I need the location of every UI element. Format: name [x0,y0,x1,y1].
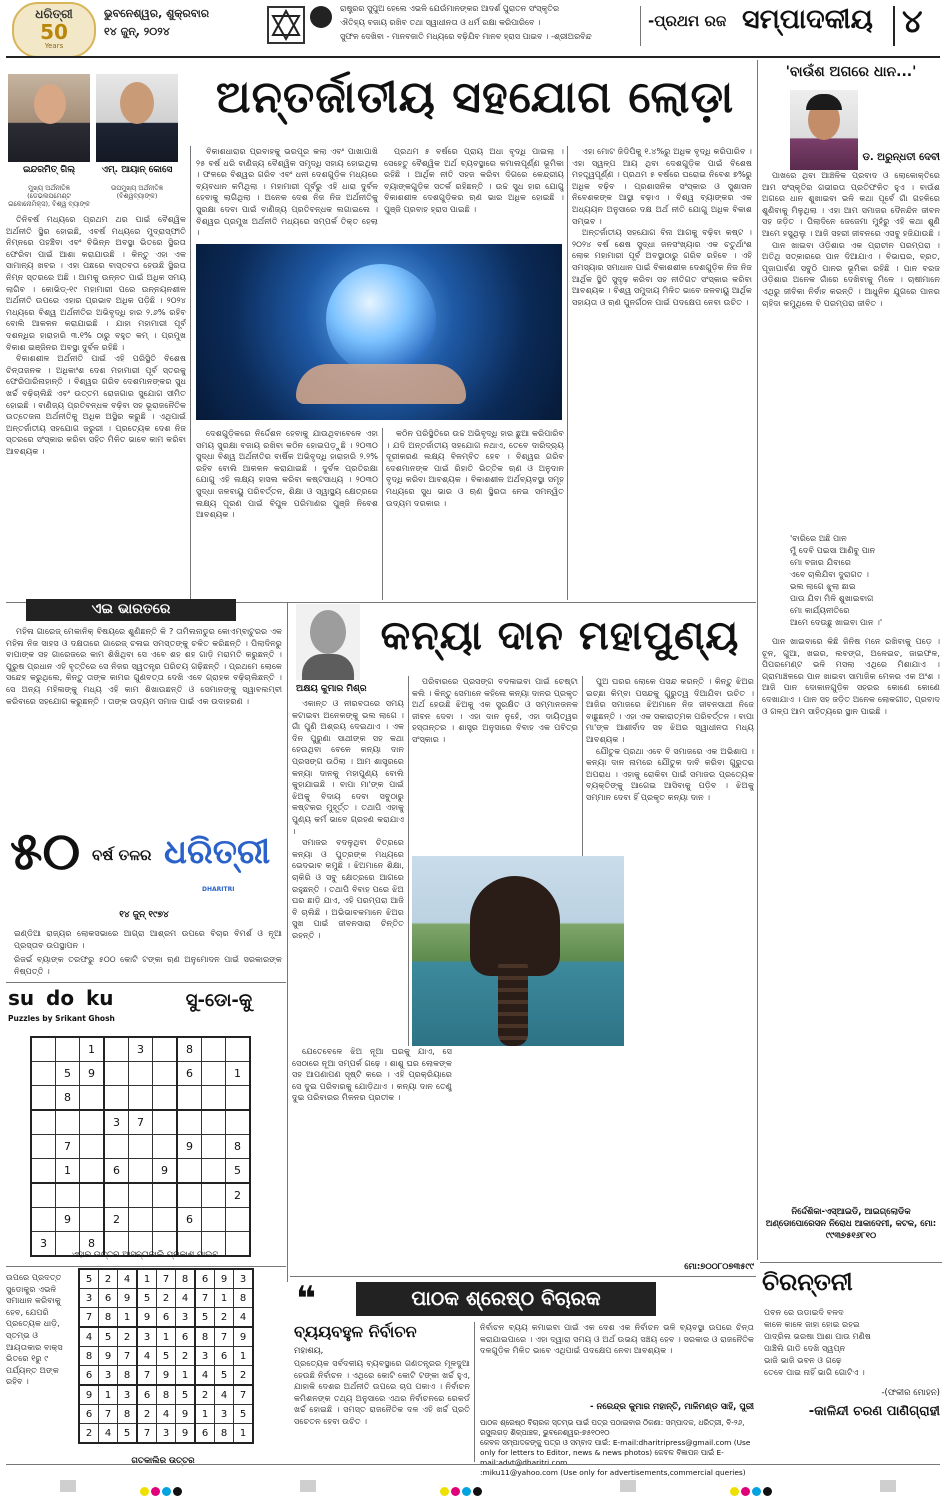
sudoku-cell [80,1110,105,1135]
sudoku-cell: 1 [99,1385,118,1405]
section-title: ସମ୍ପାଦକୀୟ [742,4,873,35]
sudoku-cell: 4 [157,1405,176,1424]
lead-col2-text-bottom [196,428,378,598]
sudoku-row [79,1347,253,1366]
sudoku-cell: 9 [80,1062,105,1086]
sudoku-cell: 3 [157,1424,176,1444]
sudoku-footer: ଏହାର ଉତ୍ତର ଆସନ୍ତାକାଲି ପ୍ରକାଶ ପାଇବ [71,1250,219,1260]
footer-color-marks-2 [440,1481,484,1500]
sudoku-cell: 5 [79,1269,99,1289]
sudoku-title-odia: ସୁ-ଡୋ-କୁ [185,990,253,1011]
pathaka-contact-box [480,1418,754,1477]
globe-hand-image [196,244,562,420]
sudoku-table [30,1036,251,1257]
sudoku-cell: 9 [177,1135,202,1159]
sudoku-cell: 5 [234,1405,254,1424]
sudoku-cell: 9 [118,1289,138,1308]
sudoku-cell: 1 [226,1062,251,1086]
lead-col1-text [6,214,186,598]
sudoku-cell: 1 [176,1366,196,1386]
sudoku-cell: 4 [176,1289,196,1308]
sidebar-p3: ପାନ ଖାଇବାରେ କିଛି ଜିନିଷ ମନେ ରଖିବାକୁ ପଡ଼େ । ଚୂନ, ଗୁଆ, ଖଇର, ଲବଙ୍ଗ, ଅଳେଇଚ, ଜାଇଫଳ, ପିପରମେଣ୍ଟ ଭଳି ମସଲା ଏଥିରେ ମିଶାଯାଏ । ଗ୍ରାମାଞ୍ଚଳରେ ପାନ ଖାଇବା ସାମାଜିକ ମେଳର ଏକ ଅଂଶ । ଆଜି ପାନ ଦୋକାନଗୁଡ଼ିକ ସହରର କୋଣେ କୋଣେ ଦେଖାଯାଏ । ପାନ ସହ ଜଡ଼ିତ ଅନେକ ଲୋକଗୀତ, ପ୍ରବାଦ ଓ ଗଳ୍ପ ଆମ ସାହିତ୍ୟରେ ସ୍ଥାନ ପାଇଛି । [762,636,940,716]
sudoku-cell: 5 [195,1308,215,1328]
sudoku-row [79,1308,253,1328]
sidebar-text-2 [762,636,940,1202]
kanya-col2-p1: ପରିବାରରେ ପ୍ରସଙ୍ଗ ବଦଳାଇବା ପାଇଁ ଚେଷ୍ଟା କଲି । କିନ୍ତୁ ସେମାନେ କହିଲେ କନ୍ୟା ଦାନର ପ୍ରକୃତ ଅର୍ଥ ହେଉଛି ଝିଅକୁ ଏକ ସୁରକ୍ଷିତ ଓ ସମ୍ମାନଜନକ ଜୀବନ ଦେବା । ଏହା ଦାନ ନୁହେଁ, ଏହା ଦାୟିତ୍ୱର ହସ୍ତାନ୍ତର । ଶାସ୍ତ୍ର ଅନୁସାରେ ବିବାହ ଏକ ପବିତ୍ର ସଂସ୍କାର । [412,676,578,744]
sudoku-cell [226,1037,251,1062]
sudoku-cell [153,1086,178,1111]
logo-years-label: Years [44,42,64,50]
sudoku-cell [80,1208,105,1232]
sudoku-title-do: do [46,986,75,1010]
edition-label: -ପ୍ରଥମ ରଜ [648,12,727,30]
sudoku-cell: 2 [234,1366,254,1386]
sudoku-cell: 2 [157,1289,176,1308]
sudoku-cell: 7 [195,1289,215,1308]
sudoku-cell: 8 [99,1308,118,1328]
sudoku-cell [129,1183,153,1208]
pathaka-signature: - ନରେନ୍ଦ୍ର କୁମାର ମହାନ୍ତି, ମାଳିମଣ୍ଡ ସାହି, ପୁରୀ [590,1402,754,1412]
author2-photo [96,74,178,162]
sudoku-cell [31,1062,56,1086]
sudoku-cell [153,1135,178,1159]
sudoku-cell: 3 [215,1405,234,1424]
sudoku-cell: 2 [176,1347,196,1366]
sudoku-answer-grid [78,1268,254,1444]
sudoku-answer-intro: ଉପରେ ପ୍ରଦତ୍ତ ସୁଡୋକୁର ଏଭଳି ସମାଧାନ କରିବାକୁ ହେବ, ଯେପରି ପ୍ରତ୍ୟେକ ଧାଡ଼ି, ସ୍ତମ୍ଭ ଓ ଆୟତାକାର ବାକ୍ସ ଭିତରେ ୧ରୁ ୯ ପର୍ଯ୍ୟନ୍ତ ଅଙ୍କ ରହିବ । [6,1272,63,1387]
sudoku-row [31,1110,250,1135]
sudoku-cell [226,1110,251,1135]
sudoku-cell: 1 [80,1037,105,1062]
kanya-signature: ମୋ:୭୦୦୮୦୭୩୫୯୯ [684,1262,754,1272]
kanya-col2-p2: ଯେତେବେଳେ ଝିଅ ନୂଆ ଘରକୁ ଯାଏ, ସେ ସେଠାରେ ନୂଆ ସମ୍ପର୍କ ଗଢ଼େ । ଶାଶୁ ଘର ଲୋକଙ୍କ ସହ ଆପଣାପଣ ସୃଷ୍ଟି କରେ । ଏହି ପ୍ରକ୍ରିୟାରେ ସେ ଦୁଇ ପରିବାରକୁ ଯୋଡ଼ିଥାଏ । କନ୍ୟା ଦାନ ତେଣୁ ଦୁଇ ପରିବାରର ମିଳନର ପ୍ରତୀକ । [292,1046,452,1103]
lead-col3-p2: କଠିନ ପରିସ୍ଥିତିରେ ଉଚ୍ଚ ଅଭିବୃଦ୍ଧି ହାର ଛୁଆ କରିପାରିବ । ଯଦି ଅନ୍ତର୍ଜାତୀୟ ସହଯୋଗ ନଥାଏ, ତେବେ ଦାରିଦ୍ର୍ୟ ଦୂରୀକରଣ ଲକ୍ଷ୍ୟ ବିଳମ୍ବିତ ହେବ । ବିଶ୍ୱର ଗରିବ ଦେଶମାନଙ୍କ ପାଇଁ ରିହାତି ଭିତ୍ତିକ ଋଣ ଓ ଅନୁଦାନ ବୃଦ୍ଧି କରିବା ଆବଶ୍ୟକ । ବିକାଶଶୀଳ ଅର୍ଥବ୍ୟବସ୍ଥା ସମୂହ ମଧ୍ୟରେ ସୁଧ ଭାର ଓ ଋଣ ସ୍ଥିରତା ନେଇ ସମନ୍ୱିତ ଉଦ୍ୟମ ଦରକାର । [386,428,564,508]
sudoku-cell [104,1037,129,1062]
sudoku-row [79,1289,253,1308]
sudoku-cell: 8 [226,1135,251,1159]
sudoku-cell: 9 [79,1385,99,1405]
sudoku-cell: 8 [195,1327,215,1347]
sudoku-cell: 4 [234,1308,254,1328]
sudoku-cell: 8 [79,1347,99,1366]
sidebar-text [762,170,940,530]
sudoku-cell [153,1110,178,1135]
sudoku-cell: 8 [176,1269,196,1289]
sudoku-cell: 6 [195,1269,215,1289]
lead-col2-text-top [196,146,378,240]
sudoku-cell: 1 [157,1327,176,1347]
girl-braid-image [412,856,624,1046]
sudoku-cell: 8 [215,1424,234,1444]
author1-photo [8,74,90,162]
bharat-text [6,626,282,800]
author2-name: ଏମ୍. ଆୟାନ୍ କୋସେ [101,165,173,175]
sudoku-cell: 3 [118,1385,138,1405]
lead-col2-p2: ଦେଶଗୁଡ଼ିକରେ ନିର୍ଦ୍ଦେଶନ ହେବାକୁ ଯାଉଥିବାବେଳେ ଏହା ସମୟ ସୁରକ୍ଷା ବଜାୟ ରଖିବା କଠିନ ହୋଇପଡ଼ୁଛି । ୨୦୩୦ ସୁଦ୍ଧା ବିଶ୍ୱ ଅର୍ଥନୀତିର ବାର୍ଷିକ ଅଭିବୃଦ୍ଧି ହାରାହାରି ୨.୨% ରହିବ ବୋଲି ଆକଳନ କରାଯାଇଛି । ଦୁର୍ବଳ ପ୍ରତିରକ୍ଷା ଯୋଗୁ ଏହି ଲକ୍ଷ୍ୟ ହାସଲ କରିବା କଷ୍ଟସାଧ୍ୟ । ୨୦୩୦ ସୁଦ୍ଧା ଜଳବାୟୁ ପରିବର୍ତ୍ତନ, ଶିକ୍ଷା ଓ ସ୍ୱାସ୍ଥ୍ୟ କ୍ଷେତ୍ରରେ ଲକ୍ଷ୍ୟ ପୂରଣ ପାଇଁ ବିପୁଳ ପରିମାଣର ପୁଞ୍ଜି ନିବେଶ ଆବଶ୍ୟକ । [196,428,378,520]
sudoku-cell: 1 [234,1347,254,1366]
sudoku-cell: 1 [137,1269,157,1289]
kanya-col3-p1: ପୁଅ ଘରର ଲୋକେ ପସନ୍ଦ କରନ୍ତି । କିନ୍ତୁ ଝିଅର ଇଚ୍ଛା କିମ୍ବା ପସନ୍ଦକୁ ଗୁରୁତ୍ୱ ଦିଆଯିବା ଉଚିତ । ଆଜିର ସମାଜରେ ଝିଅମାନେ ନିଜ ଜୀବନସାଥୀ ନିଜେ ବାଛୁଛନ୍ତି । ଏହା ଏକ ସକାରାତ୍ମକ ପରିବର୍ତ୍ତନ । ବାପା ମା'ଙ୍କ ଆଶୀର୍ବାଦ ସହ ଝିଅର ସ୍ୱାଧୀନତା ମଧ୍ୟ ଆବଶ୍ୟକ । [586,676,754,744]
sudoku-cell [202,1183,226,1208]
sudoku-cell [80,1159,105,1184]
sudoku-cell: 3 [234,1269,254,1289]
sudoku-cell: 6 [137,1385,157,1405]
sudoku-cell [129,1062,153,1086]
page-number: ୪ [902,2,923,40]
sudoku-row [79,1385,253,1405]
quote-line-2: ଐତିହ୍ୟ ବଜାୟ ରଖିବ ତଥା ସ୍ୱାଧୀନତା ଓ ଧର୍ମ ରକ୍ଷା କରିପାରିବେ । [340,18,541,27]
sudoku-cell [202,1062,226,1086]
sudoku-cell: 2 [215,1308,234,1328]
sudoku-answer-table [78,1268,254,1444]
bharat-title: ଏଇ ଭାରତରେ [91,601,171,617]
sudoku-cell [129,1086,153,1111]
fifty-item-2: ରିଜର୍ଭ ବ୍ୟାଙ୍କ ତରଫରୁ ୫୦୦ କୋଟି ଟଙ୍କା ଋଣ ଅନୁମୋଦନ ପାଇଁ ସରକାରଙ୍କ ନିଷ୍ପତ୍ତି । [14,954,282,976]
sudoku-row [79,1269,253,1289]
lead-col3-text-top [384,146,564,240]
kanya-col3-p2: ଯୌତୁକ ପ୍ରଥା ଏବେ ବି ସମାଜରେ ଏକ ଅଭିଶାପ । କନ୍ୟା ଦାନ ନାମରେ ଯୌତୁକ ଦାବି କରିବା ଗୁରୁତର ଅପରାଧ । ଏହାକୁ ରୋକିବା ପାଇଁ ସମାଜର ପ୍ରତ୍ୟେକ ବ୍ୟକ୍ତିଙ୍କୁ ଆଗେଇ ଆସିବାକୁ ପଡ଼ିବ । ଝିଅକୁ ସମ୍ମାନ ଦେବା ହିଁ ପ୍ରକୃତ କନ୍ୟା ଦାନ । [586,745,754,802]
sudoku-cell: 3 [176,1308,196,1328]
sudoku-cell: 9 [234,1327,254,1347]
sudoku-cell: 6 [215,1347,234,1366]
bharat-header [26,599,236,621]
sudoku-answer-label: ଗତକାଲିର ଉତ୍ତର [131,1456,195,1466]
fifty-date: ୧୪ ଜୁନ୍ ୧୯୭୪ [119,910,169,920]
sudoku-cell: 3 [79,1289,99,1308]
sudoku-cell [56,1183,80,1208]
sudoku-row [31,1037,250,1062]
kanya-col1-text [292,698,404,1040]
sudoku-row [79,1327,253,1347]
sudoku-cell: 6 [157,1308,176,1328]
sudoku-header [6,986,284,1028]
author1-desc: ମୁଖ୍ୟ ଅର୍ଥନୀତିଜ୍ଞ (ଡେଭଲପମେଣ୍ଟ ଇକୋନୋମିକ୍ସ), ବିଶ୍ୱ ବ୍ୟାଙ୍କ [8,184,90,208]
sudoku-grid [30,1036,251,1257]
sudoku-cell: 6 [79,1366,99,1386]
sudoku-cell: 2 [226,1183,251,1208]
author2-desc: ଉପମୁଖ୍ୟ ଅର୍ଥନୀତିଜ୍ଞ (ବିଶ୍ୱବ୍ୟାଙ୍କ) [110,184,164,200]
lead-col4-p1: ଏହା ମୋଟ ଜିଡିପିକୁ ୧.୪%ରୁ ଅଧିକ ବୃଦ୍ଧି କରିପାରିବ । ଏହା ସ୍ୱଳ୍ପ ଆୟ ଥିବା ଦେଶଗୁଡ଼ିକ ପାଇଁ ବିଶେଷ ମହତ୍ତ୍ୱପୂର୍ଣ୍ଣ । ପ୍ରଥମ ୫ ବର୍ଷରେ ଘରୋଇ ନିବେଶ ୭%ରୁ ଅଧିକ ବଢ଼ିବ । ପ୍ରଶାସନିକ ସଂସ୍କାର ଓ ସୁଶାସନ ନିବେଶକଙ୍କ ଆସ୍ଥା ବଢ଼ାଏ । ବିଶ୍ୱ ବ୍ୟାଙ୍କର ଏକ ଅଧ୍ୟୟନ ଅନୁସାରେ ଦକ୍ଷ ଅର୍ଥ ନୀତି ଯୋଗୁ ଅଧିକ ବିକାଶ ସମ୍ଭବ । [572,146,752,226]
sudoku-cell: 6 [177,1062,202,1086]
footer-color-marks-1 [140,1481,184,1500]
sudoku-cell [177,1159,202,1184]
footer-bar-3 [620,1480,636,1492]
sudoku-cell: 2 [137,1405,157,1424]
sudoku-row [79,1424,253,1444]
sudoku-cell: 9 [176,1424,196,1444]
sudoku-cell [202,1135,226,1159]
sidebar-p1: ପାଖରେ ଥିବା ଆଞ୍ଚଳିକ ପ୍ରବାଦ ଓ ଲୋକୋକ୍ତିରେ ଆମ ସଂସ୍କୃତିର ଗଭୀରତା ପ୍ରତିଫଳିତ ହୁଏ । ବାଉଁଶ ଅଗରେ ଧାନ ଶୁଖାଇବା ଭଳି କଥା ପୂର୍ବେ ଗାଁ ଗହଳିରେ ଶୁଣିବାକୁ ମିଳୁଥିଲା । ଏହା ଆମ ସମାଜର ଦୈନନ୍ଦିନ ଜୀବନ ସହ ଜଡ଼ିତ । ପିଲାଦିନେ ଜେଜେମା ମୁହଁରୁ ଏହି କଥା ଶୁଣି ଆମେ ହସୁଥିଲୁ । ଆଜି ସହରୀ ଜୀବନରେ ଏସବୁ ହଜିଯାଉଛି । [762,170,940,238]
sudoku-cell [104,1086,129,1111]
sudoku-cell [153,1037,178,1062]
sudoku-cell: 5 [215,1366,234,1386]
sudoku-cell: 8 [118,1366,138,1386]
sudoku-cell [129,1208,153,1232]
sudoku-cell [153,1208,178,1232]
lead-headline: ଅନ୍ତର୍ଜାତୀୟ ସହଯୋଗ ଲୋଡ଼ା [215,72,735,123]
sudoku-cell: 9 [176,1405,196,1424]
chirantani-poem: ପବନ ରେ ଉଡାଇଦି ବଳଦ କାଳେ କାଳେ ଜାହା ହୋଇ ରହଇ ପାଦ୍ରିଲ ଭରଷା ଆଶା ପାଉ ମଣିଷ ପାଞ୍ଚିଲି ଗାଡି ଦେଖି ସ୍ୱପ୍ନ ଭାଜି ଭାଜି ଭବନ ଓ ଗଢ଼େ ତେବେ ପାଇ ନାହିଁ ଭାଗି ଗୋଟିଏ । [764,1307,871,1377]
lead-col4-text [572,146,752,598]
footer-bar-2 [300,1480,316,1492]
sudoku-cell [104,1135,129,1159]
fifty-brand-en: DHARITRI [202,886,235,893]
fifty-number: ୫୦ [10,822,81,882]
sudoku-cell: 4 [137,1347,157,1366]
lead-col1-p2: ବିକାଶଶୀଳ ଅର୍ଥନୀତି ପାଇଁ ଏହି ପରିସ୍ଥିତି ବିଶେଷ ଚିନ୍ତାଜନକ । ଅଧିକାଂଶ ଦେଶ ମହାମାରୀ ପୂର୍ବ ସ୍ତରକୁ ଫେରିପାରିନାହାନ୍ତି । ବିଶ୍ୱର ଗରିବ ଦେଶମାନଙ୍କର ସୁଧ ଖର୍ଚ୍ଚ ବଢ଼ିଚାଲିଛି ଏବଂ ଉତ୍ତମ ରୋଜଗାର ସୁଯୋଗ ସୀମିତ ହୋଇଛି । ବାଣିଜ୍ୟ ପ୍ରତିବନ୍ଧକ ବଢ଼ିବା ସହ ଭୂରାଜନୈତିକ ଉତ୍ତେଜନା ଅର୍ଥନୀତିକୁ ଅଧିକ ଅସ୍ଥିର କରୁଛି । ଏଥିପାଇଁ ଅନ୍ତର୍ଜାତୀୟ ସହଯୋଗ ଜରୁରୀ । ପ୍ରତ୍ୟେକ ଦେଶ ନିଜ ସ୍ତରରେ ସଂସ୍କାର କରିବା ସହିତ ମିଳିତ ଭାବେ କାମ କରିବା ଆବଶ୍ୟକ । [6,353,186,456]
quote-emblem-icon [310,6,332,28]
sudoku-cell [202,1037,226,1062]
pathaka-quote-icon: ❝ [296,1279,316,1319]
sudoku-cell [177,1183,202,1208]
sudoku-cell: 8 [56,1086,80,1111]
logo-years-number: 50 [40,20,68,44]
sidebar-title: 'ବାଉଁଶ ଅଗରେ ଧାନ...' [785,64,917,80]
sudoku-cell [104,1062,129,1086]
sudoku-cell [31,1037,56,1062]
dharitri-logo [12,2,96,58]
sudoku-cell [31,1208,56,1232]
sudoku-cell [31,1110,56,1135]
sudoku-cell [80,1135,105,1159]
sudoku-cell: 5 [226,1159,251,1184]
sudoku-cell [226,1086,251,1111]
sudoku-cell: 7 [79,1308,99,1328]
star-emblem-icon [267,6,305,44]
pathaka-contact-1: ପାଠକ ଶ୍ରେଷ୍ଠ ବିଚାରକ ସ୍ତମ୍ଭ ପାଇଁ ପତ୍ର ପଠାଇବାର ଠିକଣା: ସମ୍ପାଦକ, ଧରିତ୍ରୀ, ବି-୨୬, ରସୁଲଗଡ଼ ଶିଳ୍ପାଞ୍ଚଳ, ଭୁବନେଶ୍ୱର-୭୫୧୦୧୦ [480,1418,745,1437]
kanya-col2-text-top [412,676,578,854]
sudoku-cell: 5 [99,1327,118,1347]
sudoku-cell: 8 [177,1037,202,1062]
sudoku-row [31,1062,250,1086]
sudoku-cell [31,1159,56,1184]
sudoku-cell: 3 [104,1110,129,1135]
sudoku-cell: 7 [137,1366,157,1386]
sudoku-cell: 1 [56,1159,80,1184]
pathaka-contact-3: :miku11@yahoo.com (Use only for advertisements,commercial queries) [480,1468,746,1477]
sudoku-cell: 4 [215,1385,234,1405]
sudoku-cell: 6 [177,1208,202,1232]
sudoku-cell: 7 [234,1385,254,1405]
sudoku-cell: 9 [215,1269,234,1289]
sudoku-cell: 3 [137,1327,157,1347]
sudoku-title-su: su [8,986,35,1010]
sudoku-cell: 9 [137,1308,157,1328]
sudoku-cell: 4 [195,1366,215,1386]
sudoku-cell [202,1086,226,1111]
pathaka-body1: ପ୍ରତ୍ୟେକ ସର୍ବଦଳୀୟ ବ୍ୟବସ୍ଥାରେ ଗଣତନ୍ତ୍ରର ମୂଳଦୁଆ ହେଉଛି ନିର୍ବାଚନ । ଏଥିରେ କୋଟି କୋଟି ଟଙ୍କା ଖର୍ଚ୍ଚ ହୁଏ, ଯାହାକି ଦେଶର ଅର୍ଥନୀତି ଉପରେ ଚାପ ପକାଏ । ନିର୍ବାଚନ କମିଶନଙ୍କ ତଥ୍ୟ ଅନୁସାରେ ଏଥର ନିର୍ବାଚନରେ ରେକର୍ଡ ଖର୍ଚ୍ଚ ହୋଇଛି । ସମସ୍ତ ରାଜନୈତିକ ଦଳ ଏହି ଖର୍ଚ୍ଚ ପ୍ରତି ସଚେତନ ହେବା ଉଚିତ । [294,1358,470,1426]
sudoku-row [31,1159,250,1184]
sudoku-cell [80,1183,105,1208]
sudoku-cell: 3 [99,1366,118,1386]
sidebar-author: ଡ. ଅରୁନ୍ଧତୀ ଦେବୀ [862,152,940,163]
sudoku-cell: 6 [176,1327,196,1347]
sudoku-row [79,1405,253,1424]
sudoku-cell [153,1183,178,1208]
sudoku-cell [153,1062,178,1086]
sudoku-cell [177,1110,202,1135]
sudoku-cell: 2 [195,1385,215,1405]
sudoku-cell: 8 [118,1405,138,1424]
sudoku-cell [129,1159,153,1184]
sudoku-row [31,1135,250,1159]
sudoku-cell: 5 [137,1289,157,1308]
sudoku-cell: 7 [56,1135,80,1159]
footer-color-marks-3 [730,1481,774,1500]
masthead [0,0,945,56]
sudoku-cell [56,1110,80,1135]
lead-col3-p1: ପ୍ରଥମ ୫ ବର୍ଷରେ ପ୍ରାୟ ଅଧା ବୃଦ୍ଧି ପାଇଲା । ସେହେତୁ ବୈଶ୍ୱିକ ଅର୍ଥ ବ୍ୟବସ୍ଥାରେ କମାଲପୂର୍ଣ୍ଣ ଭୂମିକା ରହିଛି । ଆର୍ଥିକ ନୀତି ସହଜ କରିବା ଦିଗରେ କେନ୍ଦ୍ରୀୟ ବ୍ୟାଙ୍କଗୁଡ଼ିକ ସତର୍କ ରହିଛନ୍ତି । ଉଚ୍ଚ ସୁଧ ହାର ଯୋଗୁ ବିକାଶଶୀଳ ଦେଶଗୁଡ଼ିକର ଋଣ ଭାର ଅଧିକ ହୋଇଛି । ପୁଞ୍ଜି ପ୍ରବାହ ହ୍ରାସ ପାଇଛି । [384,146,564,214]
sudoku-byline: Puzzles by Srikant Ghosh [8,1014,115,1023]
sudoku-cell: 5 [176,1385,196,1405]
sudoku-row [31,1086,250,1111]
author1-name: ଇନ୍ଦରମିତ୍ ଗିଲ୍ [22,165,76,175]
sudoku-cell: 8 [234,1289,254,1308]
sudoku-cell: 5 [56,1062,80,1086]
sudoku-cell: 6 [79,1405,99,1424]
kanya-col1-text-bottom [292,1046,452,1272]
sudoku-cell [80,1086,105,1111]
bharat-body: ମହିଳା ଗାରେଜ୍ ମେକାନିକ୍ ବିଷୟରେ ଶୁଣିଛନ୍ତି କି ? ତାମିଲନାଡୁର କୋଏମ୍ବାଟୁରର ଏକ ମହିଳା ନିଜ ସାହସ ଓ ଦକ୍ଷତାରେ ଗାରେଜ୍ ଚଳାଇ ସମସ୍ତଙ୍କୁ ଚକିତ କରିଛନ୍ତି । ପିଲାଦିନରୁ ବାପାଙ୍କ ସହ ଗାରେଜରେ କାମ ଶିଖିଥିବା ସେ ଏବେ ଶହ ଶହ ଗାଡ଼ି ମରାମତି କରୁଛନ୍ତି । ପୁରୁଷ ପ୍ରଧାନ ଏହି ବୃତ୍ତିରେ ସେ ନିଜର ସ୍ୱତନ୍ତ୍ର ପରିଚୟ ଗଢ଼ିଛନ୍ତି । ପ୍ରଥମେ ଲୋକେ ସନ୍ଦେହ କରୁଥିଲେ, କିନ୍ତୁ ତାଙ୍କ କାମର ଗୁଣବତ୍ତା ଦେଖି ଏବେ ଗ୍ରାହକ ବଢ଼ିଚାଲିଛନ୍ତି । ସେ ଅନ୍ୟ ମହିଳାଙ୍କୁ ମଧ୍ୟ ଏହି କାମ ଶିଖାଉଛନ୍ତି ଓ ସେମାନଙ୍କୁ ସ୍ୱାବଲମ୍ବୀ କରିବାରେ ସହଯୋଗ କରୁଛନ୍ତି । ତାଙ୍କ ଉଦ୍ୟମ ସମାଜ ପାଇଁ ଏକ ଉଦାହରଣ । [6,626,282,706]
sudoku-cell: 7 [157,1269,176,1289]
sudoku-cell [202,1110,226,1135]
sudoku-cell: 2 [79,1424,99,1444]
pathaka-contact-2: କେବଳ ସମ୍ପାଦକଙ୍କୁ ପତ୍ର ଓ ସମ୍ବାଦ ପାଇଁ: E-mail:dharitripress@gmail.com (Use only for letters to Editor, news & news photos) କେବଳ ବିଜ୍ଞାପନ ପାଇଁ E-mail:advt@dharitri.com [480,1438,751,1467]
sudoku-cell: 3 [31,1232,56,1257]
pathaka-letter-title: ବ୍ୟୟବହୁଳ ନିର୍ବାଚନ [294,1322,417,1341]
quote-line-1: ରାଷ୍ଟ୍ରର ସୁପୁଅ ହେଲେ ଏଭଳି ଯେଉଁମାନଙ୍କର ଆଦର୍ଶ ପୁରାତନ ସଂସ୍କୃତିର [340,4,560,13]
sudoku-cell [56,1037,80,1062]
pathaka-title: ପାଠକ ଶ୍ରେଷ୍ଠ ବିଚାରକ [411,1286,601,1310]
sudoku-cell: 9 [99,1347,118,1366]
sudoku-cell: 3 [195,1347,215,1366]
pathaka-salutation: ମହାଶୟ, [294,1346,324,1356]
sudoku-cell: 7 [215,1327,234,1347]
chirantani-source: -(ଫକୀର ମୋହନ) [881,1388,940,1398]
sudoku-cell: 1 [234,1424,254,1444]
sudoku-cell [104,1183,129,1208]
sudoku-cell [31,1086,56,1111]
sidebar-poem: 'ବାରିରେ ଅଛି ପାନ ମୁଁ ଦେବି ପଇସା ଆଣିବୁ ପାନ ମୋ ବଜାର ଯିବାରେ ଏବେ ଚାଲିଯିବା ଦୁରାଗତ । ଭଲ ଲାଗେ ଝୁଲା ଛାଇ ପାଉ ଯିବା ମିଳି ଶୁଖାଇବାଗ ମୋ କାର୍ଯ୍ୟନୀତିରେ ଆମେ ଦେଉଛୁ ଖାଇବା ପାନ ।' [790,533,883,627]
sudoku-cell: 8 [157,1385,176,1405]
lead-col1-p1: ତିନିବର୍ଷ ମଧ୍ୟରେ ପ୍ରଥମ ଥର ପାଇଁ ବୈଶ୍ୱିକ ଅର୍ଥନୀତି ସ୍ଥିର ହୋଇଛି, ଏବର୍ଷ ମଧ୍ୟରେ ମୁଦ୍ରାସ୍ଫୀତି ନିମ୍ନରେ ପହଞ୍ଚିବା ଏବଂ ବିଭିନ୍ନ ଅବସ୍ଥା ଭିତରେ ସ୍ଥିରତା ଫେରିବା ପାଇଁ ଆଶା କରାଯାଉଛି । କିନ୍ତୁ ଏହା ଏକ ସାମାନ୍ୟ ଖବର । ଏହା ପଛରେ ବାସ୍ତବତା ହେଉଛି ସ୍ଥିରତା ନିମ୍ନ ସ୍ତରରେ ଅଛି । ଆମକୁ ଉନ୍ନତ ପାଇଁ ଅଧିକ ସମୟ ଲାଗିବ । କୋଭିଡ୍-୧୯ ମହାମାରୀ ପରେ ଉନ୍ନୟନଶୀଳ ଅର୍ଥନୀତି ଉପରେ ଏହାର ପ୍ରଭାବ ଅଧିକ ପଡ଼ିଛି । ୨୦୨୪ ମଧ୍ୟରେ ବିଶ୍ୱ ଅର୍ଥନୀତିର ଅଭିବୃଦ୍ଧି ହାର ୨.୬% ରହିବ ବୋଲି ଆକଳନ କରାଯାଇଛି । ଯାହା ମହାମାରୀ ପୂର୍ବ ଦଶନ୍ଧିର ହାରାହାରି ୩.୧% ଠାରୁ ବହୁତ କମ୍ । ପ୍ରମୁଖ ବିକାଶ ଇଞ୍ଜିନର ଅବସ୍ଥା ଦୁର୍ବଳ ରହିଛି । [6,214,186,352]
fifty-text: ବର୍ଷ ତଳର [92,846,152,864]
sidebar-signature: ନିର୍ଦ୍ଦେଶିକା-ଏସ୍ଆଇଡି, ଆଇଗ୍ଲୋଡିକ ଅଣ୍ଡୋପୋରେସନ ନିରୋଧ ଆକାଦେମୀ, କଟକ, ମୋ: ୯୯୩୭୫୧୬୮୧୦ [765,1207,937,1241]
sudoku-cell [177,1086,202,1111]
sudoku-cell: 2 [99,1269,118,1289]
sudoku-cell: 2 [118,1327,138,1347]
chirantani-title: ଚିରନ୍ତନୀ [762,1268,853,1296]
sudoku-cell: 3 [129,1037,153,1062]
date-line-1: ଭୁବନେଶ୍ୱର, ଶୁକ୍ରବାର [104,7,210,20]
sudoku-cell: 6 [99,1289,118,1308]
kanya-headline: କନ୍ୟା ଦାନ ମହାପୁଣ୍ୟ [380,613,740,659]
sudoku-row [31,1183,250,1208]
sudoku-cell [129,1135,153,1159]
sudoku-cell: 4 [79,1327,99,1347]
kanya-col1-p1: ଏକାନ୍ତ ଓ ନୀରବତାରେ ସମୟ କଟାଇବା ଅନେକଙ୍କୁ ଭଲ ଲାଗେ । ଗାଁ ପୁଣି ଅଶ୍ରୟ ଦେଇଥାଏ । ଏକ ଦିନ ପୁରୁଣା ସାଥୀଙ୍କ ସହ କଥା ହେଉଥିବା ବେଳେ କନ୍ୟା ଦାନ ପ୍ରସଙ୍ଗ ଉଠିଲା । ଆମ ଶାସ୍ତ୍ରରେ କନ୍ୟା ଦାନକୁ ମହାପୁଣ୍ୟ ବୋଲି କୁହାଯାଇଛି । ବାପା ମା'ଙ୍କ ପାଇଁ ଝିଅକୁ ବିଦାୟ ଦେବା ସବୁଠାରୁ କଷ୍ଟକର ମୁହୂର୍ତ୍ତ । ତଥାପି ଏହାକୁ ପୁଣ୍ୟ କର୍ମ ଭାବେ ଗ୍ରହଣ କରାଯାଏ । [292,698,404,836]
sudoku-cell: 8 [80,1232,105,1257]
footer-bar-4 [880,1480,896,1492]
fifty-years-box [6,822,271,906]
kanya-author: ଅକ୍ଷୟ କୁମାର ମିଶ୍ର [296,684,367,694]
kanya-col1-p2: ସମାଜର ବଦଳୁଥିବା ଚିତ୍ରରେ କନ୍ୟା ଓ ପୁତ୍ରଙ୍କ ମଧ୍ୟରେ ଭେଦଭାବ କମୁଛି । ଝିଅମାନେ ଶିକ୍ଷା, ଚାକିରି ଓ ସବୁ କ୍ଷେତ୍ରରେ ଆଗରେ ରହୁଛନ୍ତି । ତଥାପି ବିବାହ ପରେ ଝିଅ ଘର ଛାଡ଼ି ଯାଏ, ଏହି ପରମ୍ପରା ଆଜି ବି ଚାଲିଛି । ଅଭିଭାବକମାନେ ଝିଅର ସୁଖ ପାଇଁ ଜୀବନସାରା ଚିନ୍ତିତ ରହନ୍ତି । [292,837,404,940]
sudoku-cell: 4 [118,1269,138,1289]
sudoku-cell: 1 [215,1289,234,1308]
sudoku-cell: 1 [195,1405,215,1424]
sudoku-cell [31,1183,56,1208]
sudoku-cell: 9 [56,1208,80,1232]
sudoku-cell: 5 [157,1347,176,1366]
sudoku-cell: 7 [99,1405,118,1424]
sudoku-cell [202,1159,226,1184]
chirantani-author: -କାଳିନ୍ଦୀ ଚରଣ ପାଣିଗ୍ରାହୀ [808,1404,940,1419]
sudoku-cell [202,1208,226,1232]
sudoku-cell: 1 [118,1308,138,1328]
sudoku-cell: 5 [118,1424,138,1444]
sudoku-cell [226,1208,251,1232]
sudoku-row [31,1208,250,1232]
sudoku-cell: 9 [153,1159,178,1184]
sudoku-cell: 4 [99,1424,118,1444]
pathaka-header [356,1282,656,1316]
lead-col4-p2: ଅନ୍ତର୍ଜାତୀୟ ସହଯୋଗ ବିନା ଆଗକୁ ବଢ଼ିବା କଷ୍ଟ । ୨୦୨୪ ବର୍ଷ ଶେଷ ସୁଦ୍ଧା ଜନସଂଖ୍ୟାର ଏକ ଚତୁର୍ଥାଂଶ ଲୋକ ମହାମାରୀ ପୂର୍ବ ଅବସ୍ଥାଠାରୁ ଗରିବ ରହିବେ । ଏହି ସମସ୍ୟାର ସମାଧାନ ପାଇଁ ବିକାଶଶୀଳ ଦେଶଗୁଡ଼ିକ ନିଜ ନିଜ ଆର୍ଥିକ ସ୍ଥିତି ସୁଦୃଢ଼ କରିବା ସହ ନୀତିଗତ ସଂସ୍କାର କରିବା ଆବଶ୍ୟକ । ବିଶ୍ୱ ସମୁଦାୟ ମିଳିତ ଭାବେ ଜଳବାୟୁ ଆର୍ଥିକ ସହାୟତା ଓ ଋଣ ପୁନର୍ଗଠନ ପାଇଁ ପଦକ୍ଷେପ ନେବା ଉଚିତ । [572,227,752,307]
sudoku-cell: 6 [195,1424,215,1444]
sudoku-cell: 7 [129,1110,153,1135]
lead-col2-p1: ବିକାଶଧାରାର ପ୍ରବାହକୁ ଭରପୂର କଲା ଏବଂ ପାଖାପାଖି ୨୫ ବର୍ଷ ଧରି ବାଣିଜ୍ୟ ବୈଶ୍ୱିକ ସମୃଦ୍ଧି ସହାୟ ହୋଇଥିଲା । ଫଳରେ ବିଶ୍ୱର ଗରିବ ଏବଂ ଧନୀ ଦେଶଗୁଡ଼ିକ ମଧ୍ୟରେ ବ୍ୟବଧାନ କମିଥିଲା । ମହାମାରୀ ପୂର୍ବରୁ ଏହି ଧାରା ଦୁର୍ବଳ ହେବାକୁ ଲାଗିଥିଲା । ଅନେକ ଦେଶ ନିଜ ନିଜ ଅର୍ଥନୀତିକୁ ସୁରକ୍ଷା ଦେବା ପାଇଁ ବାଣିଜ୍ୟ ପ୍ରତିବନ୍ଧକ ଲଗାଇଲେ । ବିଶ୍ୱର ପ୍ରମୁଖ ଅର୍ଥନୀତି ମଧ୍ୟରେ ସମ୍ପର୍କ ତିକ୍ତ ହେଲା । [196,146,378,238]
sudoku-cell: 9 [157,1366,176,1386]
sudoku-cell: 2 [104,1208,129,1232]
logo-brand-text: ଧରିତ୍ରୀ [35,7,73,21]
fifty-brand: ଧରିତ୍ରୀ [164,832,271,872]
sudoku-cell: 7 [137,1424,157,1444]
sudoku-title-ku: ku [86,986,114,1010]
sudoku-cell: 7 [118,1347,138,1366]
quote-line-3: ସୁଫଳ ଦେଖିବା - ମାନବଜାତି ମଧ୍ୟରେ ବଢ଼ିଯିବ ମାନବ ହ୍ରାସ ପାଇବ । -ଶ୍ରୀଅରବିନ୍ଦ [340,32,592,41]
pathaka-body2: ନିର୍ବାଚନ ବ୍ୟୟ କମାଇବା ପାଇଁ ଏକ ଦେଶ ଏକ ନିର୍ବାଚନ ଭଳି ବ୍ୟବସ୍ଥା ଉପରେ ଚିନ୍ତା କରାଯାଇପାରେ । ଏହା ଦ୍ୱାରା ସମୟ ଓ ଅର୍ଥ ଉଭୟ ସଞ୍ଚୟ ହେବ । ସରକାର ଓ ରାଜନୈତିକ ଦଳଗୁଡ଼ିକ ମିଳିତ ଭାବେ ଏଥିପାଇଁ ପଦକ୍ଷେପ ନେବା ଆବଶ୍ୟକ । [480,1322,754,1356]
sudoku-cell [31,1135,56,1159]
lead-col3-text-bottom [386,428,564,598]
kanya-author-photo [296,604,360,680]
date-line-2: ୧୪ ଜୁନ୍, ୨୦୨୪ [104,25,170,38]
sidebar-p2: ପାନ ଖାଇବା ଓଡ଼ିଶାର ଏକ ପ୍ରାଚୀନ ପରମ୍ପରା । ଅତିଥି ସତ୍କାରରେ ପାନ ଦିଆଯାଏ । ବିଭାଘର, ବ୍ରତ, ପୂଜାପାର୍ବଣ ସବୁଠି ପାନର ଭୂମିକା ରହିଛି । ପାନ ବରଜ ଓଡ଼ିଶାର ଅନେକ ଗାଁରେ ଦେଖିବାକୁ ମିଳେ । ଚାଷୀମାନେ ଏଥିରୁ ଜୀବିକା ନିର୍ବାହ କରନ୍ତି । ଆଧୁନିକ ଯୁଗରେ ପାନର ଚାହିଦା କମୁଥିଲେ ବି ପରମ୍ପରା ଜୀବିତ । [762,239,940,308]
sudoku-cell: 6 [104,1159,129,1184]
footer-bar-1 [60,1480,76,1492]
fifty-item-1: ଇଣ୍ଡିଆ ରାଜ୍ୟର ଲୋକସଭାରେ ଆଗ୍ରା ଆଶ୍ରମ ଉପରେ ବିଚାର ବିମର୍ଶ ଓ ନୂଆ ପ୍ରସ୍ତାବ ଉପସ୍ଥାପନ । [14,928,282,950]
sudoku-row [79,1366,253,1386]
